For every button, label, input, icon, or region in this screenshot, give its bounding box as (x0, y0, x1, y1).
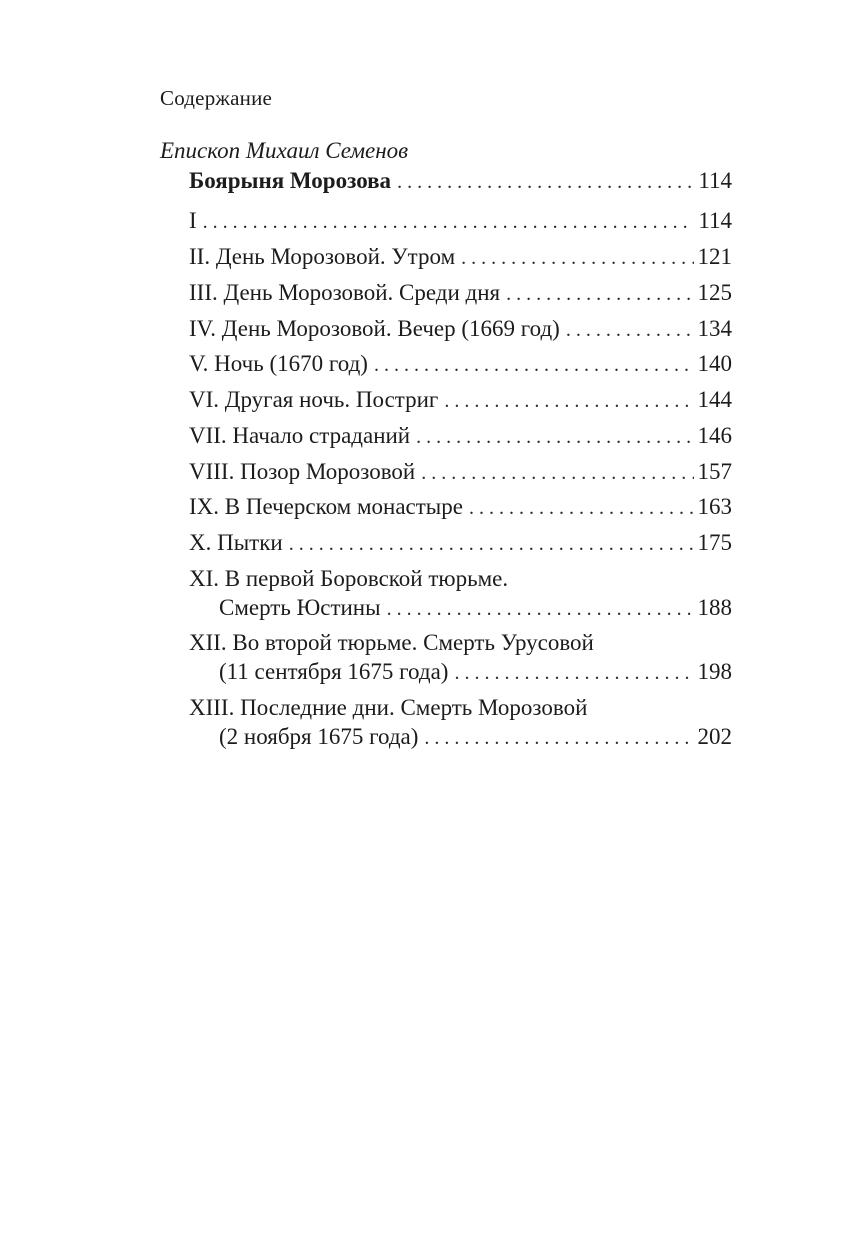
toc-entry-title: IV. День Морозовой. Вечер (1669 год) (189, 316, 560, 341)
toc-page-number: 202 (697, 724, 732, 749)
toc-page-number: 121 (697, 244, 732, 269)
dot-leader (424, 724, 693, 752)
toc-entry-title: Боярыня Морозова (189, 168, 392, 193)
toc-entry-title: II. День Морозовой. Утром (189, 244, 456, 269)
toc-entry-chapter-12-line1[interactable] (189, 629, 594, 657)
dot-leader (454, 659, 693, 687)
toc-entry-chapter-4[interactable] (189, 315, 732, 344)
toc-entry-chapter-5[interactable] (189, 350, 732, 379)
toc-entry-title: VIII. Позор Морозовой (189, 459, 416, 484)
toc-page-number: 114 (698, 208, 732, 233)
toc-entry-work[interactable] (189, 167, 732, 196)
toc-page-number: 140 (697, 351, 732, 376)
toc-page-number: 157 (697, 459, 732, 484)
toc-entry-title-continued: (11 сентября 1675 года) (219, 659, 449, 684)
toc-page-number: 163 (697, 494, 732, 519)
toc-entry-title: XII. Во второй тюрьме. Смерть Урусовой (189, 630, 594, 655)
toc-entry-title: I (189, 208, 197, 233)
dot-leader (444, 387, 693, 415)
running-head: Содержание (160, 86, 273, 110)
toc-entry-title: XIII. Последние дни. Смерть Морозовой (189, 695, 588, 720)
toc-page-number: 146 (697, 423, 732, 448)
toc-entry-chapter-3[interactable] (189, 279, 732, 308)
toc-entry-title: X. Пытки (189, 530, 283, 555)
dot-leader (374, 351, 694, 379)
toc-page-number: 134 (697, 316, 732, 341)
toc-entry-chapter-2[interactable] (189, 243, 732, 272)
toc-entry-chapter-7[interactable] (189, 422, 732, 451)
toc-entry-title: VI. Другая ночь. Постриг (189, 387, 439, 412)
toc-entry-chapter-9[interactable] (189, 493, 732, 522)
toc-entry-title-continued: (2 ноября 1675 года) (219, 724, 419, 749)
toc-entry-title: V. Ночь (1670 год) (189, 351, 368, 376)
dot-leader (461, 244, 693, 272)
toc-page-number: 114 (698, 168, 732, 193)
toc-entry-title: VII. Начало страданий (189, 423, 411, 448)
toc-page-number: 198 (697, 659, 732, 684)
toc-entry-chapter-11-line1[interactable] (189, 565, 508, 593)
dot-leader (203, 208, 695, 236)
dot-leader (397, 168, 694, 196)
toc-entry-chapter-6[interactable] (189, 386, 732, 415)
toc-page-number: 188 (697, 595, 732, 620)
dot-leader (469, 494, 694, 522)
toc-entry-chapter-11[interactable] (219, 594, 732, 623)
toc-entry-title: IX. В Печерском монастыре (189, 494, 463, 519)
dot-leader (566, 316, 694, 344)
toc-page-number: 125 (697, 280, 732, 305)
toc-entry-title: XI. В первой Боровской тюрьме. (189, 566, 509, 591)
toc-page-number: 175 (697, 530, 732, 555)
toc-entry-title: III. День Морозовой. Среди дня (189, 280, 501, 305)
dot-leader (506, 280, 693, 308)
toc-page-number: 144 (697, 387, 732, 412)
toc-entry-chapter-13[interactable] (219, 723, 732, 752)
toc-entry-chapter-13-line1[interactable] (189, 694, 587, 722)
toc-entry-chapter-8[interactable] (189, 458, 732, 487)
author-name: Епископ Михаил Семенов (160, 138, 409, 163)
toc-entry-chapter-1[interactable] (189, 207, 732, 236)
dot-leader (421, 459, 693, 487)
dot-leader (289, 530, 694, 558)
toc-entry-chapter-10[interactable] (189, 529, 732, 558)
dot-leader (387, 595, 694, 623)
toc-entry-chapter-12[interactable] (219, 658, 732, 687)
toc-entry-title-continued: Смерть Юстины (219, 595, 381, 620)
dot-leader (416, 423, 693, 451)
